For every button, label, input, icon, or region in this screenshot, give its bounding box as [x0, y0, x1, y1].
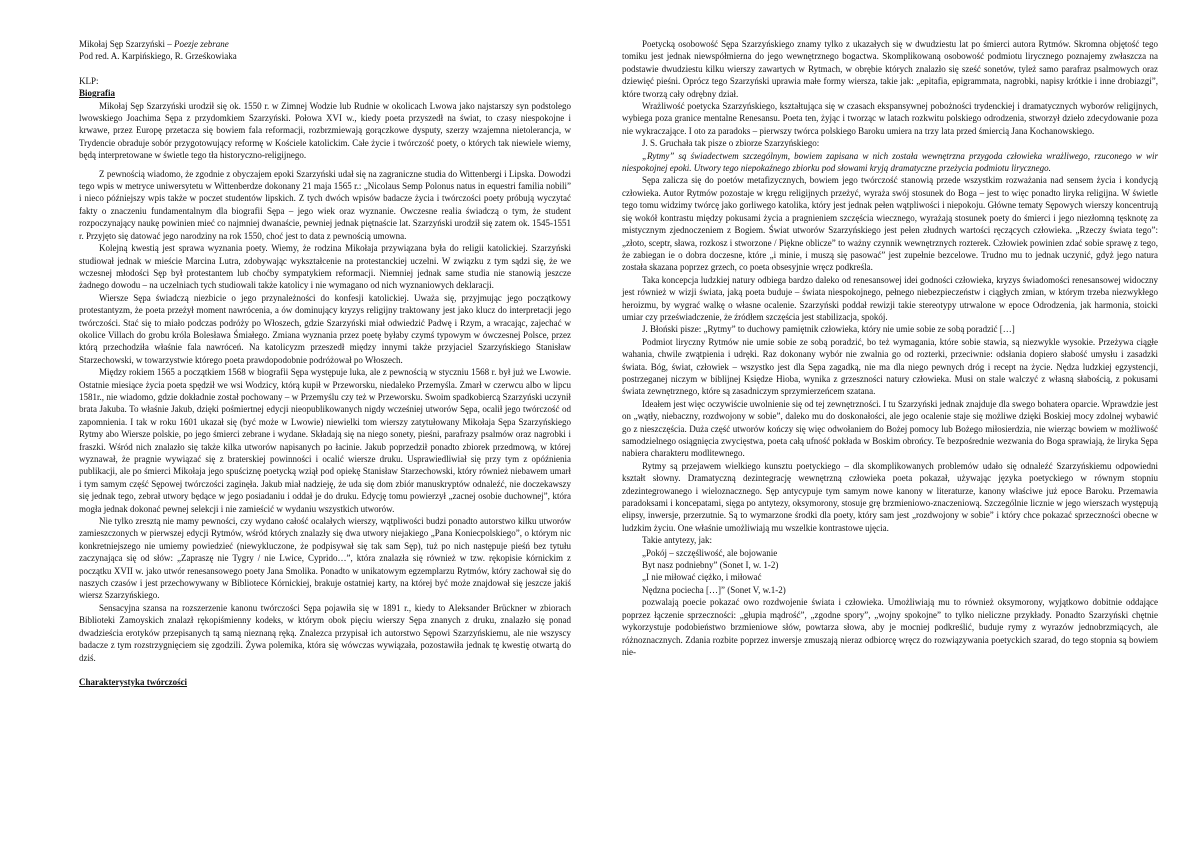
paragraph: Ideałem jest więc oczywiście uwolnienie się od tej zewnętrzności. I tu Szarzyński jednak znajduje dla swego bohatera oparcie. Wprawdzie jest on „wątły, niebaczny, rozdwojony w sobie”, daleko mu do doskonałości, ale jego ocalenie staje się możliwe dzięki Boskiej mocy zdolnej wybawić go z nieszczęścia. Duża część utworów kończy się więc odwołaniem do Bożej pomocy lub Bożego miłosierdzia, nie wierząc bowiem w możliwość samodzielnego osiągnięcia zwycięstwa, poeta całą ufność pokłada w Boskim obrońcy. Te bezpośrednie wezwania do Boga sprawiają, że liryka Sępa nabiera charakteru modlitewnego. — [622, 398, 1158, 459]
paragraph: Poetycką osobowość Sępa Szarzyńskiego znamy tylko z ukazałych się w dwudziestu lat po śmierci autora Rytmów. Skromna objętość tego tomiku jest jednak niewspółmierna do jego wewnętrznego bogactwa. Skomplikowaną osobowość podmiotu lirycznego poznajemy zwłaszcza na podstawie dwudziestu kilku wierszy zawartych w Rytmach, w obrębie których znalazło się sześć sonetów, tyleż samo parafraz psalmowych oraz dziewięć pieśni. Oprócz tego Szarzyński uprawia małe formy wiersza, takie jak: „epitafia, epigrammata, nagrobki, napisy krótkie i inne drobiazgi”, które tworzą cały odrębny dział. — [622, 39, 1158, 99]
biography-heading: Biografia — [79, 88, 115, 99]
quote-line: „I nie miłować ciężko, i miłować — [642, 572, 762, 583]
quote-line: Byt nasz podniebny” (Sonet I, w. 1-2) — [642, 560, 779, 571]
paragraph: pozwalają poecie pokazać owo rozdwojenie świata i człowieka. Umożliwiają mu to również oksymorony, wyjątkowo dobitnie oddające poprzez łączenie sprzeczności: „głupia mądrość”, „zgodne spory”, „wojny spokojne” to tylko nieliczne przykłady. Ponadto Szarzyński chętnie wykorzystuje podobieństwo brzmieniowe słów, powtarza słowa, aby je mocniej podkreślić, buduje rymy z wyrazów jednobrzmiących, ale różnoznacznych. Zdania rozbite poprzez inwersje zmuszają nieraz odbiorcę wręcz do rozwiązywania poetyckich szarad, do tego stopnia są bowiem nie- — [622, 597, 1158, 657]
paragraph: Z pewnością wiadomo, że zgodnie z obyczajem epoki Szarzyński udał się na zagraniczne studia do Wittenbergi i Lipska. Dowodzi tego wpis w metryce uniwersytetu w Wittenberdze dokonany 21 maja 1565 r.: „Nicolaus Semp Polonus natus in equestri familia nobili” i nieco późniejszy wpis także w poczet studentów lipskich. Z tych dwóch wpisów badacze życia i twórczości poety próbują wyczytać fakty o znaczeniu fundamentalnym dla biografii Sępa – jego wiek oraz wyznanie. Owczesne realia świadczą o tym, że student rozpoczynający naukę powinien mieć co najmniej dwanaście, pewniej jednak piętnaście lat. Szarzyński urodził się zatem ok. 1545-1551 r. Przyjęto się datować jego narodziny na rok 1550, choć jest to data z pewnością umowna. — [79, 168, 571, 241]
paragraph: Podmiot liryczny Rytmów nie umie sobie ze sobą poradzić, bo też wymagania, które sobie stawia, są niezwykle wysokie. Przeżywa ciągłe wahania, chwile zwątpienia i udręki. Raz dokonany wybór nie zwalnia go od rozterki, przeciwnie: odsłania dopiero słabość umysłu i zasadzki świata. Bóg, świat, człowiek – wszystko jest dla Sępa zagadką, nie ma dla niego pewnych dróg i recept na życie. Nędza ludzkiej egzystencji, postrzeganej niczym w biblijnej Księdze Hioba, wynika z grzeszności natury człowieka. Musi on stale walczyć z własną słabością, z pokusami świata zewnętrznego, które są zasadniczym sprzymierzeńcem szatana. — [622, 336, 1158, 397]
paragraph: Mikołaj Sęp Szarzyński urodził się ok. 1550 r. w Zimnej Wodzie lub Rudnie w okolicach Lwowa jako najstarszy syn podstolego lwowskiego Joachima Sępa z przydomkiem Szarzyński. Połowa XVI w., kiedy poeta przyszedł na świat, to czasy niespokojne i krwawe, przez Europę przetacza się bowiem fala reformacji, rozbrzmiewają gorączkowe dysputy, szerzy wzajemna nietolerancja, w Trydencie obraduje sobór przygotowujący reformę w Kościele katolickim. Całe życie i twórczość poety, o których tak niewiele wiemy, będą interpretowane w świetle tego tła historyczno-religijnego. — [79, 100, 571, 161]
paragraph: Kolejną kwestią jest sprawa wyznania poety. Wiemy, że rodzina Mikołaja przywiązana była do religii katolickiej. Szarzyński studiował jednak w mieście Marcina Lutra, zdobywając wykształcenie na protestanckiej uczelni. W związku z tym sądzi się, że we wczesnej młodości Sęp był protestantem lub choćby sympatykiem reformacji. Niemniej jednak same studia nie stanowią jeszcze żadnego dowodu – na uczelniach tych studiowali także katolicy i nie wymagano od nich wyznaniowych deklaracji. — [79, 243, 571, 291]
klp-label: KLP: — [79, 75, 99, 86]
right-column — [622, 38, 1158, 658]
editors-line: Pod red. A. Karpińskiego, R. Grześkowiaka — [79, 51, 237, 62]
paragraph: Rytmy są przejawem wielkiego kunsztu poetyckiego – dla skomplikowanych problemów udało się odnaleźć Szarzyńskiemu odpowiedni kształt słowny. Dramatyczną dezintegrację wewnętrzną człowieka poeta pokazał, używając języka poetyckiego w równym stopniu zdezintegrowanego i wieloznacznego. Sęp antycypuje tym samym nowe kanony w literaturze, kanony właściwe już epoce Baroku. Przemawia paradoksami i koncepatami, sięga po antytezy, oksymorony, stosuje grę brzmieniowo-znaczeniową. Szczególnie licznie w jego wierszach występują elipsy, inwersje, przerzutnie. Są to wymarzone środki dla poety, który sam jest „rozdwojony w sobie” i który chce pokazać sprzeczności obecne w ludzkim życiu. One właśnie umożliwiają mu wszelkie kontrastowe ujęcia. — [622, 460, 1158, 533]
paragraph: Sępa zalicza się do poetów metafizycznych, bowiem jego twórczość stanowią przede wszystkim rozważania nad sensem życia i kondycją człowieka. Autor Rytmów pozostaje w kręgu religijnych przeżyć, wyraża swój stosunek do Boga – jest to więc ponadto liryka religijna. W świetle tego tomu widzimy twórcę jako gorliwego katolika, który jest jednak pełen wątpliwości i niepokoju. Główne tematy Sępowych wierszy koncentrują się wokół kontrastu między pokusami życia a pragnieniem szczęścia wiecznego, wyrażają stosunek poety do śmierci i jego niezłomną tęsknotę za mistycznym zjednoczeniem z Bogiem. Świat utworów Szarzyńskiego jest pełen złudnych wartości ręczących człowieka. „Rzeczy świata tego”: „złoto, sceptr, sława, rozkosz i stworzone / Piękne oblicze” to ważny czynnik wewnętrznych rozterek. Człowiek powinien zdać sobie sprawę z tego, że zabiegan ie o dobra doczesne, które „i minie, i muszą się pasować” jest zupełnie bezcelowe. Trudno mu to jednak uczynić, gdyż jego natura została skazana poprzez grzech, co poeta obsesyjnie wręcz podkreśla. — [622, 175, 1158, 273]
characteristics-heading: Charakterystyka twórczości — [79, 676, 188, 687]
paragraph: J. S. Gruchała tak pisze o zbiorze Szarzyńskiego: — [642, 138, 820, 149]
paragraph: Nie tylko zresztą nie mamy pewności, czy wydano całość ocalałych wierszy, wątpliwości budzi ponadto autorstwo kilku utworów zamieszczonych w pierwszej edycji Rytmów, wśród których znalazły się dwa utwory niejakiego „Pana Koniecpolskiego”, o którym nic konkretniejszego nie umiemy powiedzieć (niewykluczone, że podpisywał się tak sam Sęp), tuż po nich następuje pieśń bez tytułu zaczynająca się od słów: „Zapraszę nie Tygry / nie Lwice, Cyprido…”, która znalazła się również w tzw. rękopisie kórnickim z początku XVII w. jako utwór renesansowego poety Jana Smolika. Ponadto w unikatowym egzemplarzu Rytmów, który zachował się do naszych czasów i jest przechowywany w Bibliotece Kórnickiej, brakuje ostatniej karty, na której być może znajdował się jeszcze jakiś wiersz Szarzyńskiego. — [79, 516, 571, 601]
block-quote: „Rytmy” są świadectwem szczególnym, bowiem zapisana w nich została wewnętrzna przygoda człowieka wrażliwego, rzuconego w wir niespokojnej epoki. Utwory tego niepokaźnego zbiorku pod słowami kryją dramatyczne przeżycia podmiotu lirycznego. — [622, 150, 1158, 174]
quote-line: „Pokój – szczęśliwość, ale bojowanie — [642, 547, 778, 558]
paragraph: Taka koncepcja ludzkiej natury odbiega bardzo daleko od renesansowej idei godności człowieka, kryzys świadomości renesansowej widoczny jest również w wizji świata, jaką poeta buduje – świata niespokojnego, pełnego niebezpieczeństw i ciągłych zmian, w którym trzeba niezwykłego heroizmu, by wygrać walkę o własne ocalenie. Szarzyński poddał rewizji takie stereotypy utrwalone w epoce Odrodzenia, jak harmonia, stoicki umiar czy przeświadczenie, że źródłem szczęścia jest stabilizacja, spokój. — [622, 274, 1158, 322]
paragraph: Między rokiem 1565 a początkiem 1568 w biografii Sępa występuje luka, ale z pewnością w styczniu 1568 r. był już we Lwowie. Ostatnie miesiące życia poeta spędził we wsi Wodzicy, którą kupił w Przeworsku, niedaleko Przemyśla. Zmarł w czerwcu albo w lipcu 1581r., nie wiadomo, gdzie dokładnie został pochowany – w Przemyślu czy też w Przeworsku. Swoim spadkobiercą Szarzyński uczynił brata Jakuba. To właśnie Jakub, dzięki pośmiertnej edycji nieopublikowanych nigdy wcześniej utworów Sępa, ocalił jego twórczość od zapomnienia. I tak w roku 1601 ukazał się (być może w Lwowie) niewielki tom wierszy zatytułowany Mikołaja Sępa Szarzyńskiego Rytmy abo Wiersze polskie, po jego śmierci zebrane i wydane. Składają się na niego sonety, pieśni, parafrazy psalmów oraz nagrobki i fraszki. Wśród nich znalazło się także kilka utworów napisanych po łacinie. Jakub poprzedził ponadto zbiorek przedmową, w której wyznawał, że pragnie wywiązać się z braterskiej powinności i ocalić wiersze druku. Usprawiedliwiał się przy tym z opóźnienia publikacji, ale po śmierci Mikołaja jego spuściznę poetycką wziął pod opiekę Stanisław Starzechowski, który również niebawem umarł i tym samym część Sępowej twórczości zaginęła. Jakub miał nadzieję, że uda się dom zbiór manuskryptów odnaleźć, nie doczekawszy się jednak tego, zebrał utwory będące w jego posiadaniu i oddał je do druku. Edycję tomu powierzył „zacnej osobie duchownej”, która mogła jednak dokonać pewnej selekcji i nie zamieścić w wydaniu wszystkich utworów. — [79, 367, 571, 514]
paragraph: J. Błoński pisze: „Rytmy” to duchowy pamiętnik człowieka, który nie umie sobie ze sobą poradzić […] — [642, 324, 1015, 335]
paragraph: Takie antytezy, jak: — [642, 535, 713, 546]
paragraph: Sensacyjna szansa na rozszerzenie kanonu twórczości Sępa pojawiła się w 1891 r., kiedy to Aleksander Brückner w zbiorach Biblioteki Zamoyskich znalazł rękopiśmienny kodeks, w którym obok pięciu wierszy Sępa znanych z druku, znalazło się ponad dwadzieścia erotyków przepisanych tą samą nieznaną ręką. Znalezca przypisał ich autorstwo Sępowi Szarzyńskiemu, ale nie wszyscy badacze z tym rozstrzygnięciem się zgodzili. Żywa polemika, która się wówczas wywiązała, pozostawiła jednak tę kwestię otwartą do dziś. — [79, 602, 571, 663]
left-column — [79, 38, 571, 688]
book-title: Poezje zebrane — [174, 39, 229, 49]
paragraph: Wiersze Sępa świadczą niezbicie o jego przynależności do konfesji katolickiej. Uważa się, przyjmując jego początkowy protestantyzm, że poeta przeżył moment nawrócenia, a ów dominujący kryzys religijny traktowany jest jako klucz do interpretacji jego twórczości. Stać się to miało podczas podróży po Włoszech, gdzie Szarzyński miał odwiedzić Padwę i Rzym, a wracając, zajechać w okolice Villach do grobu króla Bolesława Śmiałego. Zmiana wyznania przez poetę byłaby czymś typowym w ówczesnej Polsce, przez którą przechodziła właśnie fala nawróceń. Na katolicyzm przeszedł między innymi także przyjaciel Szarzyńskiego Stanisław Starzechowski, w towarzystwie którego poeta prawdopodobnie podróżował po Włoszech. — [79, 292, 571, 365]
paragraph: Wrażliwość poetycka Szarzyńskiego, kształtująca się w czasach ekspansywnej pobożności trydenckiej i dramatycznych wyborów religijnych, wybiega poza granice mentalne Renesansu. Poeta ten, żyjąc i tworząc w latach rozkwitu polskiego odrodzenia, stworzył dzieło zdecydowanie poza nie wykraczające. I oto za paradoks – pierwszy twórca polskiego Baroku umiera na trzy lata przed śmiercią Jana Kochanowskiego. — [622, 101, 1158, 136]
author-line: Mikołaj Sęp Szarzyński – Poezje zebrane — [79, 39, 229, 49]
quote-line: Nędzna pociecha […]” (Sonet V, w.1-2) — [642, 584, 786, 595]
